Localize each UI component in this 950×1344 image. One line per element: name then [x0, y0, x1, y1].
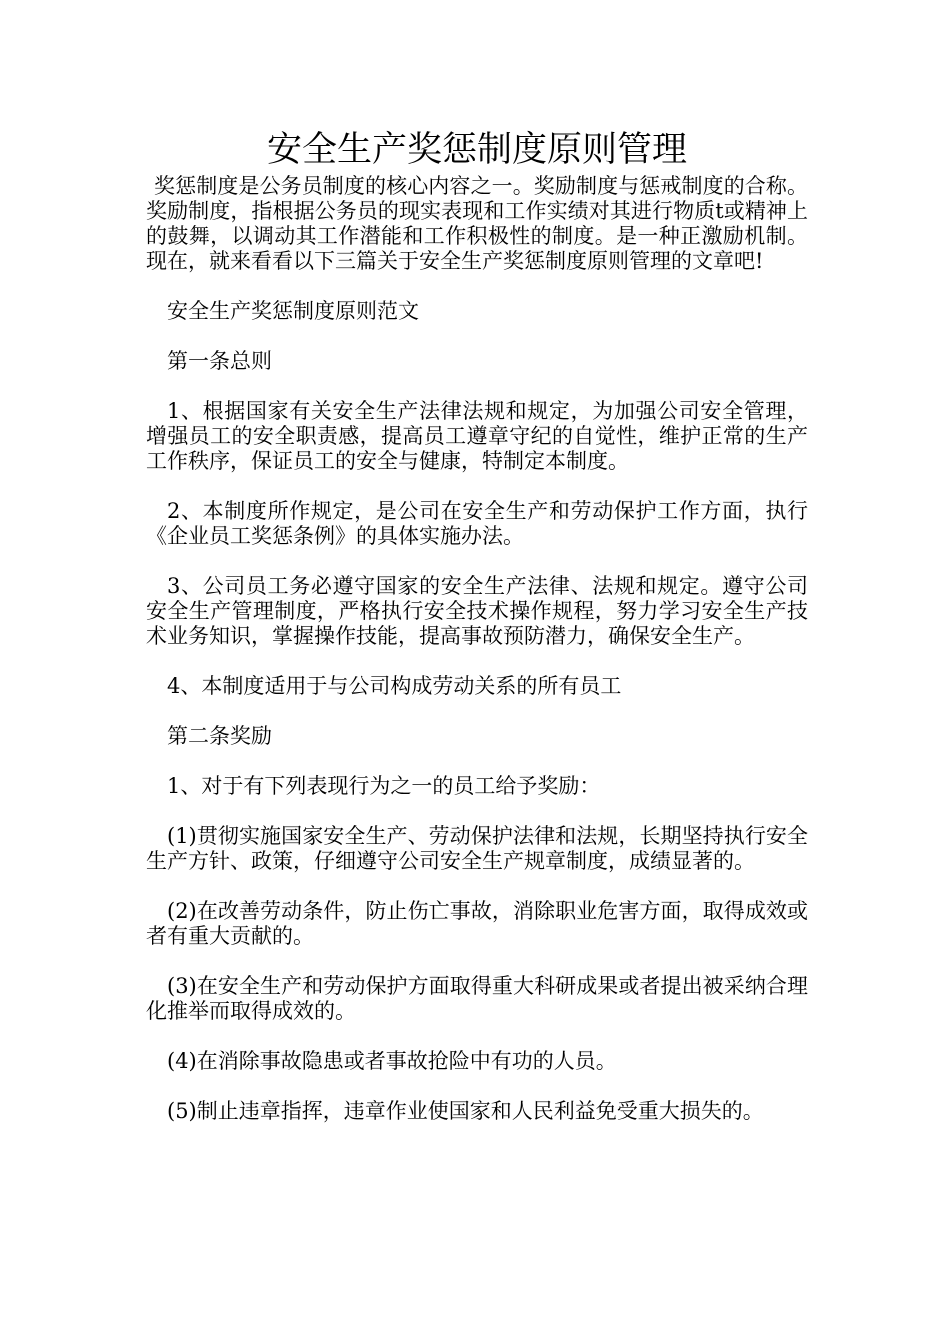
reward-item-3: (3)在安全生产和劳动保护方面取得重大科研成果或者提出被采纳合理化推举而取得成效的。 — [146, 974, 808, 1023]
document-title: 安全生产奖惩制度原则管理 — [266, 130, 687, 170]
paragraph-item-3: 3、公司员工务必遵守国家的安全生产法律、法规和规定。遵守公司安全生产管理制度，严格执行安全技术操作规程，努力学习安全生产技术业务知识，掌握操作技能，提高事故预防潜力，确保安全生产。 — [146, 574, 808, 648]
reward-intro: 1、对于有下列表现行为之一的员工给予奖励： — [167, 774, 601, 798]
paragraph-item-2: 2、本制度所作规定，是公司在安全生产和劳动保护工作方面，执行《企业员工奖惩条例》的具体实施办法。 — [146, 499, 808, 548]
reward-item-5: (5)制止违章指挥，违章作业使国家和人民利益免受重大损失的。 — [167, 1099, 764, 1123]
article-heading-rewards: 第二条奖励 — [167, 724, 272, 748]
paragraph-item-4: 4、本制度适用于与公司构成劳动关系的所有员工 — [167, 674, 622, 698]
paragraph-item-1: 1、根据国家有关安全生产法律法规和规定，为加强公司安全管理，增强员工的安全职责感，提高员工遵章守纪的自觉性，维护正常的生产工作秩序，保证员工的安全与健康，特制定本制度。 — [146, 399, 808, 473]
reward-item-2: (2)在改善劳动条件，防止伤亡事故，消除职业危害方面，取得成效或者有重大贡献的。 — [146, 899, 808, 948]
reward-item-4: (4)在消除事故隐患或者事故抢险中有功的人员。 — [167, 1049, 617, 1073]
document-page — [146, 128, 808, 1124]
section-heading-sample: 安全生产奖惩制度原则范文 — [167, 299, 419, 323]
article-heading-general: 第一条总则 — [167, 349, 272, 373]
reward-item-1: (1)贯彻实施国家安全生产、劳动保护法律和法规，长期坚持执行安全生产方针、政策，仔细遵守公司安全生产规章制度，成绩显著的。 — [146, 824, 808, 873]
intro-paragraph: 奖惩制度是公务员制度的核心内容之一。奖励制度与惩戒制度的合称。奖励制度，指根据公务员的现实表现和工作实绩对其进行物质t或精神上的鼓舞，以调动其工作潜能和工作积极性的制度。是一种正激励机制。现在，就来看看以下三篇关于安全生产奖惩制度原则管理的文章吧! — [146, 174, 808, 273]
